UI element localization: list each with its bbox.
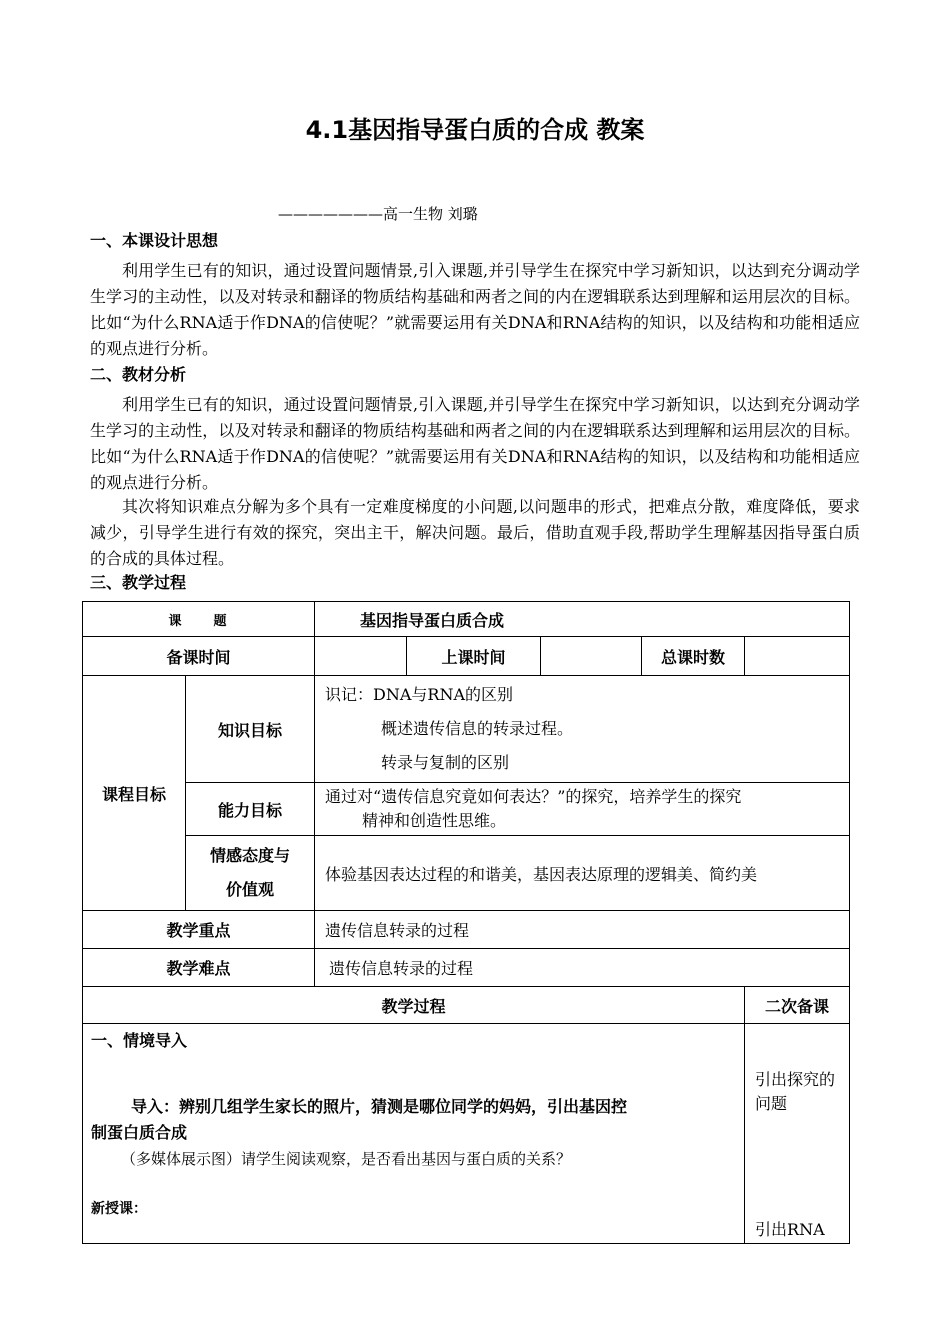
analysis-paragraph-2: 其次将知识难点分解为多个具有一定难度梯度的小问题,以问题串的形式，把难点分散，难度降低，要求减少，引导学生进行有效的探究，突出主干，解决问题。最后，借助直观手段,帮助学生理解基因指导蛋白质的合成的具体过程。 [90,497,860,568]
document-title: 4.1基因指导蛋白质的合成 教案 [305,116,645,144]
lead-in-line-2: 制蛋白质合成 [91,1123,188,1142]
ability-goal-text [315,783,850,836]
emotion-label-line-1: 情感态度与 [210,846,291,865]
topic-label: 课 题 [83,602,315,637]
key-point-value: 遗传信息转录的过程 [315,911,850,949]
total-hours-label: 总课时数 [642,637,745,676]
emotion-goal-label [186,836,315,911]
lesson-content [83,1024,745,1244]
class-time-label: 上课时间 [407,637,541,676]
ability-goal-line-1: 通过对“遗传信息究竟如何表达？”的探究，培养学生的探究 [325,787,742,806]
second-prep-header: 二次备课 [745,987,850,1024]
knowledge-item: 转录与复制的区别 [381,753,510,772]
class-time-value [541,637,642,676]
lead-in-text [91,1094,716,1146]
knowledge-item: 识记：DNA与RNA的区别 [325,685,514,704]
total-hours-value [745,637,850,676]
new-lesson-label: 新授课： [91,1201,147,1217]
goals-label: 课程目标 [83,676,186,911]
section-heading-process: 三、教学过程 [90,573,187,592]
knowledge-item: 概述遗传信息的转录过程。 [381,719,574,738]
analysis-paragraph-1: 利用学生已有的知识，通过设置问题情景,引入课题,并引导学生在探究中学习新知识，以达到充分调动学生学习的主动性，以及对转录和翻译的物质结构基础和两者之间的内在逻辑联系达到理解和运用层次的目标。比如“为什么RNA适于作DNA的信使呢？”就需要运用有关DNA和RNA结构的知识，以及结构和功能相适应的观点进行分析。 [90,395,860,492]
note-rna: 引出RNA [755,1220,825,1239]
lead-in-line-1: 导入：辨别几组学生家长的照片，猜测是哪位同学的妈妈，引出基因控 [131,1097,628,1116]
topic-value: 基因指导蛋白质合成 [315,602,850,637]
difficulty-label: 教学难点 [83,949,315,987]
ability-goal-label: 能力目标 [186,783,315,836]
design-paragraph: 利用学生已有的知识，通过设置问题情景,引入课题,并引导学生在探究中学习新知识，以达到充分调动学生学习的主动性，以及对转录和翻译的物质结构基础和两者之间的内在逻辑联系达到理解和运用层次的目标。比如“为什么RNA适于作DNA的信使呢？”就需要运用有关DNA和RNA结构的知识，以及结构和功能相适应的观点进行分析。 [90,261,860,358]
section-heading-analysis: 二、教材分析 [90,365,187,384]
ability-goal-line-2: 精神和创造性思维。 [362,811,507,830]
note-inquiry: 引出探究的问题 [755,1070,836,1113]
process-header: 教学过程 [83,987,745,1024]
emotion-goal-text: 体验基因表达过程的和谐美，基因表达原理的逻辑美、简约美 [315,836,850,911]
key-point-label: 教学重点 [83,911,315,949]
author-line: ———————高一生物 刘璐 [278,205,478,223]
knowledge-goal-label: 知识目标 [186,676,315,783]
prep-time-value [315,637,407,676]
lesson-plan-table [82,601,850,1244]
prep-time-label: 备课时间 [83,637,315,676]
knowledge-goal-list [315,676,850,783]
section-heading-design: 一、本课设计思想 [90,231,219,250]
multimedia-text: （多媒体展示图）请学生阅读观察，是否看出基因与蛋白质的关系？ [121,1150,572,1168]
difficulty-value: 遗传信息转录的过程 [315,949,850,987]
second-prep-notes [745,1024,850,1244]
emotion-label-line-2: 价值观 [226,880,275,899]
intro-heading: 一、情境导入 [91,1031,188,1050]
